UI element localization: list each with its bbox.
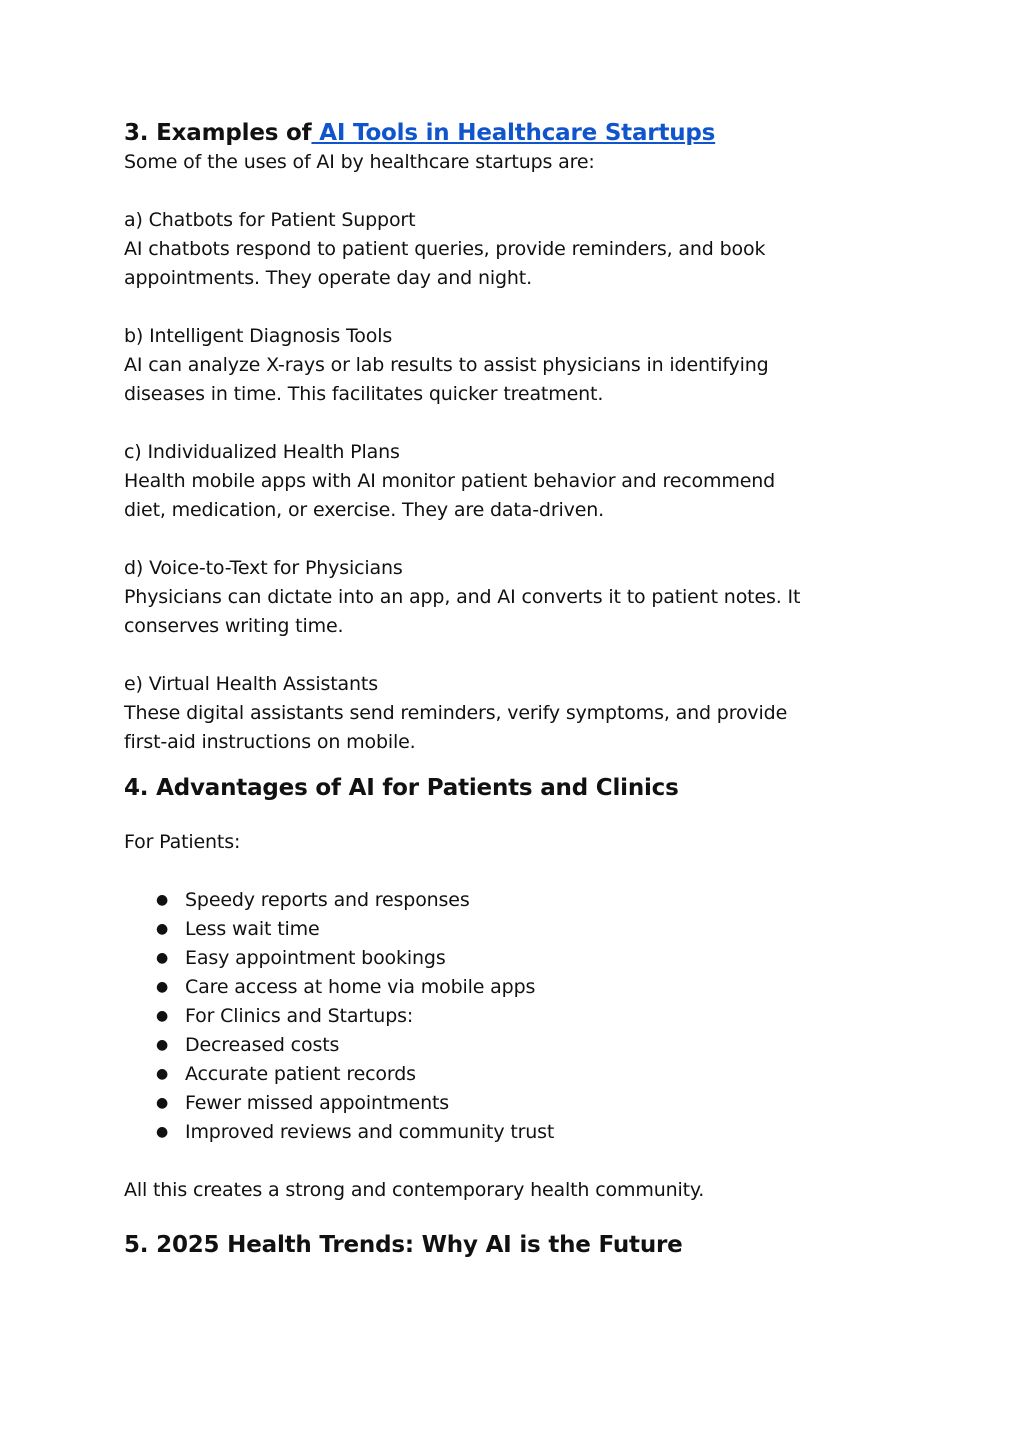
example-item-c bbox=[124, 438, 904, 525]
bullet-icon: ● bbox=[156, 921, 169, 937]
example-title: d) Voice-to-Text for Physicians bbox=[124, 557, 403, 579]
list-item-text: Fewer missed appointments bbox=[185, 1092, 450, 1114]
list-item-text: Decreased costs bbox=[185, 1034, 340, 1056]
bullet-icon: ● bbox=[156, 1095, 169, 1111]
closing-sentence: All this creates a strong and contemporary health community. bbox=[124, 1179, 705, 1201]
advantages-list bbox=[124, 886, 904, 1147]
section-3-heading-prefix: 3. Examples of bbox=[124, 120, 312, 146]
list-item-text: Accurate patient records bbox=[185, 1063, 416, 1085]
list-item-text: For Clinics and Startups: bbox=[185, 1005, 414, 1027]
example-body-line: These digital assistants send reminders, verify symptoms, and provide bbox=[124, 702, 788, 724]
example-body-line: appointments. They operate day and night. bbox=[124, 267, 532, 289]
example-item-a bbox=[124, 206, 904, 293]
section-3-heading bbox=[124, 118, 904, 148]
example-body-line: Health mobile apps with AI monitor patient behavior and recommend bbox=[124, 470, 776, 492]
example-body-line: Physicians can dictate into an app, and AI converts it to patient notes. It bbox=[124, 586, 801, 608]
example-body-line: diseases in time. This facilitates quicker treatment. bbox=[124, 383, 604, 405]
example-body-line: diet, medication, or exercise. They are data-driven. bbox=[124, 499, 605, 521]
list-item bbox=[156, 944, 904, 973]
example-title: c) Individualized Health Plans bbox=[124, 441, 400, 463]
example-title: b) Intelligent Diagnosis Tools bbox=[124, 325, 393, 347]
list-item bbox=[156, 1031, 904, 1060]
example-body-line: conserves writing time. bbox=[124, 615, 344, 637]
bullet-icon: ● bbox=[156, 1037, 169, 1053]
bullet-icon: ● bbox=[156, 950, 169, 966]
bullet-icon: ● bbox=[156, 1008, 169, 1024]
example-item-b bbox=[124, 322, 904, 409]
bullet-icon: ● bbox=[156, 1124, 169, 1140]
section-4-heading: 4. Advantages of AI for Patients and Clinics bbox=[124, 775, 679, 801]
example-body-line: AI can analyze X-rays or lab results to assist physicians in identifying bbox=[124, 354, 769, 376]
example-item-d bbox=[124, 554, 904, 641]
list-item-text: Less wait time bbox=[185, 918, 320, 940]
list-item-text: Speedy reports and responses bbox=[185, 889, 470, 911]
bullet-icon: ● bbox=[156, 892, 169, 908]
example-title: e) Virtual Health Assistants bbox=[124, 673, 378, 695]
list-item bbox=[156, 1089, 904, 1118]
bullet-icon: ● bbox=[156, 979, 169, 995]
ai-tools-link[interactable]: AI Tools in Healthcare Startups bbox=[311, 120, 716, 146]
example-body-line: AI chatbots respond to patient queries, provide reminders, and book bbox=[124, 238, 766, 260]
list-item-text: Care access at home via mobile apps bbox=[185, 976, 536, 998]
list-item bbox=[156, 915, 904, 944]
section-5-heading: 5. 2025 Health Trends: Why AI is the Future bbox=[124, 1232, 683, 1258]
list-item bbox=[156, 1060, 904, 1089]
example-title: a) Chatbots for Patient Support bbox=[124, 209, 416, 231]
list-item-text: Easy appointment bookings bbox=[185, 947, 446, 969]
example-item-e bbox=[124, 670, 904, 757]
list-item-text: Improved reviews and community trust bbox=[185, 1121, 555, 1143]
list-item bbox=[156, 886, 904, 915]
bullet-icon: ● bbox=[156, 1066, 169, 1082]
example-body-line: first-aid instructions on mobile. bbox=[124, 731, 416, 753]
section-3-intro: Some of the uses of AI by healthcare startups are: bbox=[124, 151, 595, 173]
list-item bbox=[156, 1002, 904, 1031]
list-item bbox=[156, 1118, 904, 1147]
for-patients-label: For Patients: bbox=[124, 831, 241, 853]
list-item bbox=[156, 973, 904, 1002]
document-page bbox=[124, 118, 904, 1260]
